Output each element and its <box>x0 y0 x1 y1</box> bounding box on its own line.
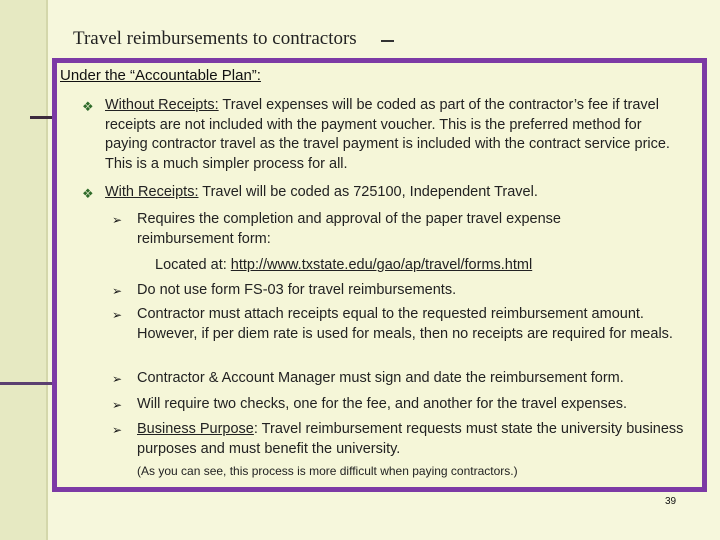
diamond-bullet-icon: ❖ <box>82 99 94 114</box>
page-number: 39 <box>665 496 677 507</box>
arrow-bullet-icon: ➢ <box>112 213 123 227</box>
section-heading: Under the “Accountable Plan”: <box>60 67 261 84</box>
business-purpose-label: Business Purpose <box>137 421 254 437</box>
bullet-without-receipts <box>105 96 675 174</box>
slide-title: Travel reimbursements to contractors <box>73 28 357 49</box>
arrow-bullet-icon: ➢ <box>112 372 123 386</box>
title-dash <box>381 40 394 42</box>
decorative-line <box>0 382 56 385</box>
left-decorative-band <box>0 0 48 540</box>
sub-bullet-business-purpose <box>137 420 702 459</box>
bullet-label: Without Receipts: <box>105 97 219 113</box>
sub-bullet-checks: Will require two checks, one for the fee, and another for the travel expenses. <box>137 396 628 412</box>
sub-bullet-receipts: Contractor must attach receipts equal to the requested reimbursement amount. However, if per diem rate is used for meals, then no receipts are required for meals. <box>137 306 673 342</box>
closing-note: (As you can see, this process is more difficult when paying contractors.) <box>137 464 518 478</box>
located-at <box>155 256 635 276</box>
arrow-bullet-icon: ➢ <box>112 284 123 298</box>
located-prefix: Located at: <box>155 257 231 273</box>
diamond-bullet-icon: ❖ <box>82 186 94 201</box>
forms-link[interactable]: http://www.txstate.edu/gao/ap/travel/forms.html <box>230 257 533 273</box>
business-purpose-text: : Travel reimbursement requests must state the university business purposes and must benefit the university. <box>137 421 684 457</box>
sub-bullet-form: Requires the completion and approval of the paper travel expense reimbursement form: <box>137 211 561 247</box>
bullet-text: Travel will be coded as 725100, Independent Travel. <box>198 184 538 200</box>
sub-bullet-sign: Contractor & Account Manager must sign and date the reimbursement form. <box>137 370 624 386</box>
bullet-text: Travel expenses will be coded as part of the contractor’s fee if travel receipts are not included with the payment voucher. This is the preferred method for paying contractor travel as the travel payment is included with the contract service price. This is a much simpler process for all. <box>105 97 670 172</box>
arrow-bullet-icon: ➢ <box>112 423 123 437</box>
bullet-with-receipts <box>105 183 675 203</box>
arrow-bullet-icon: ➢ <box>112 308 123 322</box>
sub-bullet-fs03: Do not use form FS-03 for travel reimbursements. <box>137 282 457 298</box>
arrow-bullet-icon: ➢ <box>112 398 123 412</box>
bullet-label: With Receipts: <box>105 184 199 200</box>
